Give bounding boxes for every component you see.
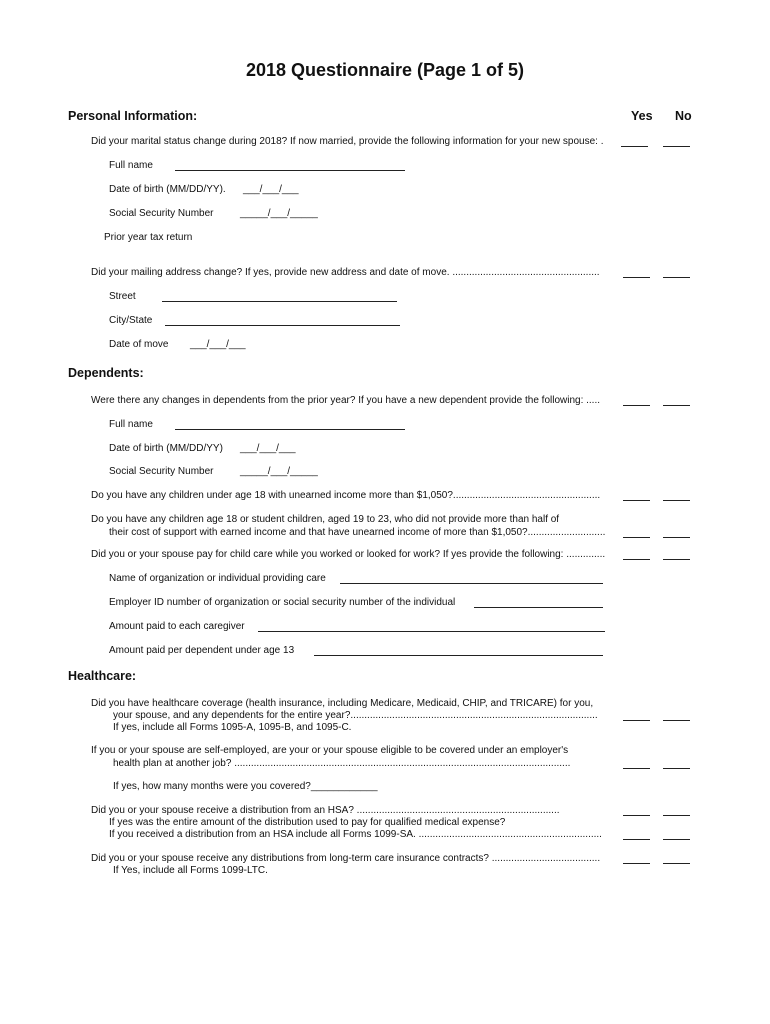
unearned-yes-blank[interactable] [623, 500, 650, 501]
hsa-yes-blank[interactable] [623, 815, 650, 816]
hsa-question-line1: Did you or your spouse receive a distribution from an HSA? ......................................................................... [91, 805, 560, 816]
dependents-yes-blank[interactable] [623, 405, 650, 406]
months-covered-question[interactable]: If yes, how many months were you covered?____________ [113, 781, 378, 792]
column-header-no: No [675, 109, 692, 123]
spouse-dob-field[interactable]: ___/___/___ [243, 184, 299, 195]
employer-id-field[interactable] [474, 607, 603, 608]
marital-yes-blank[interactable] [621, 146, 648, 147]
address-change-question: Did your mailing address change? If yes, provide new address and date of move. ..................................................... [91, 267, 600, 278]
hsa-1099sa-yes-blank[interactable] [623, 839, 650, 840]
spouse-full-name-field[interactable] [175, 170, 405, 171]
section-heading-personal: Personal Information: [68, 109, 198, 123]
city-state-label: City/State [109, 315, 153, 326]
street-field[interactable] [162, 301, 397, 302]
dependent-ssn-field[interactable]: _____/___/_____ [240, 466, 318, 477]
marital-status-question: Did your marital status change during 2018? If now married, provide the following information for your new spouse: . [91, 136, 604, 147]
student-children-question-line1: Do you have any children age 18 or student children, aged 19 to 23, who did not provide more than half of [91, 514, 560, 525]
hsa-question-line2: If yes was the entire amount of the distribution used to pay for qualified medical expense? [109, 817, 506, 828]
coverage-yes-blank[interactable] [623, 720, 650, 721]
child-care-question: Did you or your spouse pay for child care while you worked or looked for work? If yes provide the following: .............. [91, 549, 606, 560]
self-employed-question-line1: If you or your spouse are self-employed, are your or your spouse eligible to be covered under an employer's [91, 745, 569, 756]
dependents-no-blank[interactable] [663, 405, 690, 406]
date-of-move-field[interactable]: ___/___/___ [190, 339, 246, 350]
ltc-no-blank[interactable] [663, 863, 690, 864]
city-state-field[interactable] [165, 325, 400, 326]
address-no-blank[interactable] [663, 277, 690, 278]
spouse-full-name-label: Full name [109, 160, 153, 171]
coverage-question-line3: If yes, include all Forms 1095-A, 1095-B, and 1095-C. [113, 722, 352, 733]
amount-per-caregiver-field[interactable] [258, 631, 605, 632]
unearned-income-question: Do you have any children under age 18 with unearned income more than $1,050?..................................................... [91, 490, 601, 501]
prior-year-return-label: Prior year tax return [104, 232, 193, 243]
section-heading-dependents: Dependents: [68, 366, 144, 380]
amount-per-dependent-label: Amount paid per dependent under age 13 [109, 645, 295, 656]
hsa-question-line3: If you received a distribution from an HSA include all Forms 1099-SA. .................................................................. [109, 829, 602, 840]
coverage-question-line2: your spouse, and any dependents for the entire year?......................................................................................... [113, 710, 598, 721]
unearned-no-blank[interactable] [663, 500, 690, 501]
dependent-ssn-label: Social Security Number [109, 466, 214, 477]
spouse-ssn-label: Social Security Number [109, 208, 214, 219]
selfemp-yes-blank[interactable] [623, 768, 650, 769]
selfemp-no-blank[interactable] [663, 768, 690, 769]
hsa-no-blank[interactable] [663, 815, 690, 816]
care-provider-name-field[interactable] [340, 583, 603, 584]
ltc-question-line2: If Yes, include all Forms 1099-LTC. [113, 865, 268, 876]
childcare-yes-blank[interactable] [623, 559, 650, 560]
dependents-change-question: Were there any changes in dependents from the prior year? If you have a new dependent provide the following: ..... [91, 395, 601, 406]
dependent-dob-field[interactable]: ___/___/___ [240, 443, 296, 454]
section-heading-healthcare: Healthcare: [68, 669, 137, 683]
employer-id-label: Employer ID number of organization or social security number of the individual [109, 597, 456, 608]
column-header-yes: Yes [631, 109, 653, 123]
amount-per-caregiver-label: Amount paid to each caregiver [109, 621, 245, 632]
spouse-dob-label: Date of birth (MM/DD/YY). [109, 184, 226, 195]
dependent-full-name-field[interactable] [175, 429, 405, 430]
hsa-1099sa-no-blank[interactable] [663, 839, 690, 840]
coverage-question-line1: Did you have healthcare coverage (health insurance, including Medicare, Medicaid, CHIP, and TRICARE) for you, [91, 698, 594, 709]
spouse-ssn-field[interactable]: _____/___/_____ [240, 208, 318, 219]
amount-per-dependent-field[interactable] [314, 655, 603, 656]
page-title: 2018 Questionnaire (Page 1 of 5) [245, 60, 525, 80]
ltc-yes-blank[interactable] [623, 863, 650, 864]
student-no-blank[interactable] [663, 537, 690, 538]
coverage-no-blank[interactable] [663, 720, 690, 721]
street-label: Street [109, 291, 136, 302]
address-yes-blank[interactable] [623, 277, 650, 278]
care-provider-name-label: Name of organization or individual providing care [109, 573, 326, 584]
student-children-question-line2: their cost of support with earned income and that have unearned income of more than $1,050?............................ [109, 527, 606, 538]
date-of-move-label: Date of move [109, 339, 169, 350]
marital-no-blank[interactable] [663, 146, 690, 147]
dependent-dob-label: Date of birth (MM/DD/YY) [109, 443, 223, 454]
student-yes-blank[interactable] [623, 537, 650, 538]
dependent-full-name-label: Full name [109, 419, 153, 430]
childcare-no-blank[interactable] [663, 559, 690, 560]
self-employed-question-line2: health plan at another job? ......................................................................................................................... [113, 758, 571, 769]
ltc-question-line1: Did you or your spouse receive any distributions from long-term care insurance contracts? ....................................... [91, 853, 601, 864]
